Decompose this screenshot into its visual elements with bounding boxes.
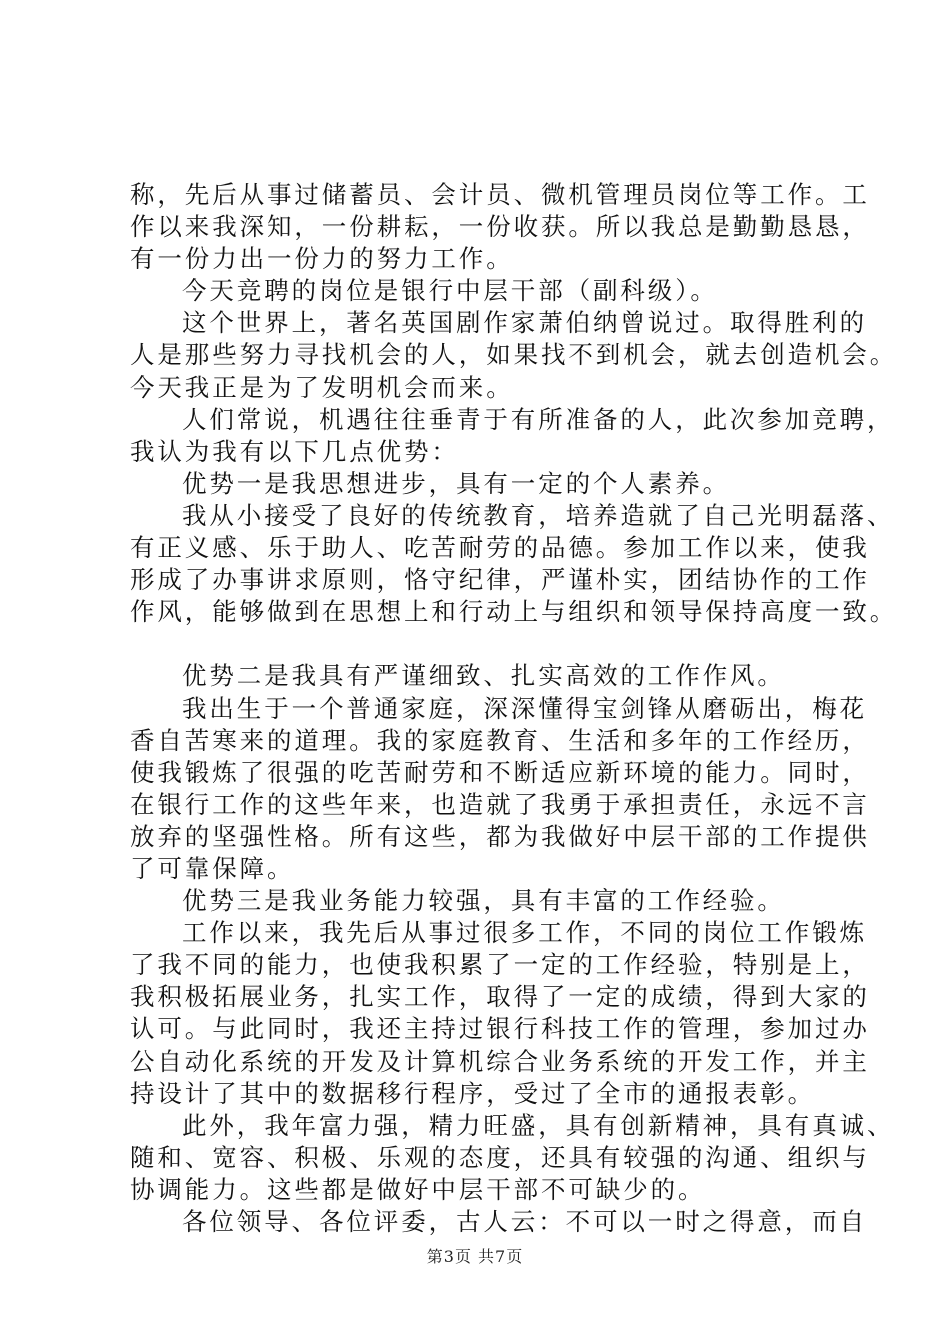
text-line: 我从小接受了良好的传统教育，培养造就了自己光明磊落、 xyxy=(182,500,895,530)
text-line: 使我锻炼了很强的吃苦耐劳和不断适应新环境的能力。同时， xyxy=(130,757,870,787)
page-number-footer: 第3页 共7页 xyxy=(426,1247,524,1266)
text-line: 作以来我深知，一份耕耘，一份收获。所以我总是勤勤恳恳， xyxy=(130,212,870,242)
text-line: 称，先后从事过储蓄员、会计员、微机管理员岗位等工作。工 xyxy=(130,180,870,209)
text-line: 我积极拓展业务，扎实工作，取得了一定的成绩，得到大家的 xyxy=(130,982,870,1012)
text-line: 持设计了其中的数据移行程序，受过了全市的通报表彰。 xyxy=(130,1078,815,1108)
text-line: 了我不同的能力，也使我积累了一定的工作经验，特别是上， xyxy=(130,950,870,980)
text-line: 放弃的坚强性格。所有这些，都为我做好中层干部的工作提供 xyxy=(130,821,870,851)
text-line: 此外，我年富力强，精力旺盛，具有创新精神，具有真诚、 xyxy=(182,1110,895,1140)
text-line: 香自苦寒来的道理。我的家庭教育、生活和多年的工作经历， xyxy=(130,725,870,755)
text-line: 我出生于一个普通家庭，深深懂得宝剑锋从磨砺出，梅花 xyxy=(182,693,867,723)
text-line: 这个世界上，著名英国剧作家萧伯纳曾说过。取得胜利的 xyxy=(182,308,867,338)
text-line: 作风，能够做到在思想上和行动上与组织和领导保持高度一致。 xyxy=(130,597,898,627)
text-line: 公自动化系统的开发及计算机综合业务系统的开发工作，并主 xyxy=(130,1046,870,1076)
text-line: 认可。与此同时，我还主持过银行科技工作的管理，参加过办 xyxy=(130,1014,870,1044)
text-line: 有一份力出一份力的努力工作。 xyxy=(130,244,514,274)
text-line: 工作以来，我先后从事过很多工作，不同的岗位工作锻炼 xyxy=(182,918,867,948)
text-line: 优势二是我具有严谨细致、扎实高效的工作作风。 xyxy=(182,661,785,691)
text-line: 随和、宽容、积极、乐观的态度，还具有较强的沟通、组织与 xyxy=(130,1142,870,1172)
text-line: 优势一是我思想进步，具有一定的个人素养。 xyxy=(182,468,730,498)
text-line: 有正义感、乐于助人、吃苦耐劳的品德。参加工作以来，使我 xyxy=(130,533,870,563)
document-body xyxy=(130,179,898,1238)
text-line: 在银行工作的这些年来，也造就了我勇于承担责任，永远不言 xyxy=(130,789,870,819)
text-line: 今天我正是为了发明机会而来。 xyxy=(130,372,514,402)
text-line: 人是那些努力寻找机会的人，如果找不到机会，就去创造机会。 xyxy=(130,340,898,370)
text-line: 我认为我有以下几点优势： xyxy=(130,436,459,466)
text-line: 人们常说，机遇往往垂青于有所准备的人，此次参加竞聘， xyxy=(182,404,895,434)
text-line: 形成了办事讲求原则，恪守纪律，严谨朴实，团结协作的工作 xyxy=(130,565,870,595)
text-line: 优势三是我业务能力较强，具有丰富的工作经验。 xyxy=(182,886,785,916)
blank-line xyxy=(130,628,840,660)
text-line: 各位领导、各位评委，古人云：不可以一时之得意，而自 xyxy=(182,1207,867,1236)
text-line: 今天竞聘的岗位是银行中层干部（副科级）。 xyxy=(182,276,718,306)
text-line: 协调能力。这些都是做好中层干部不可缺少的。 xyxy=(130,1174,706,1204)
text-line: 了可靠保障。 xyxy=(130,853,295,883)
